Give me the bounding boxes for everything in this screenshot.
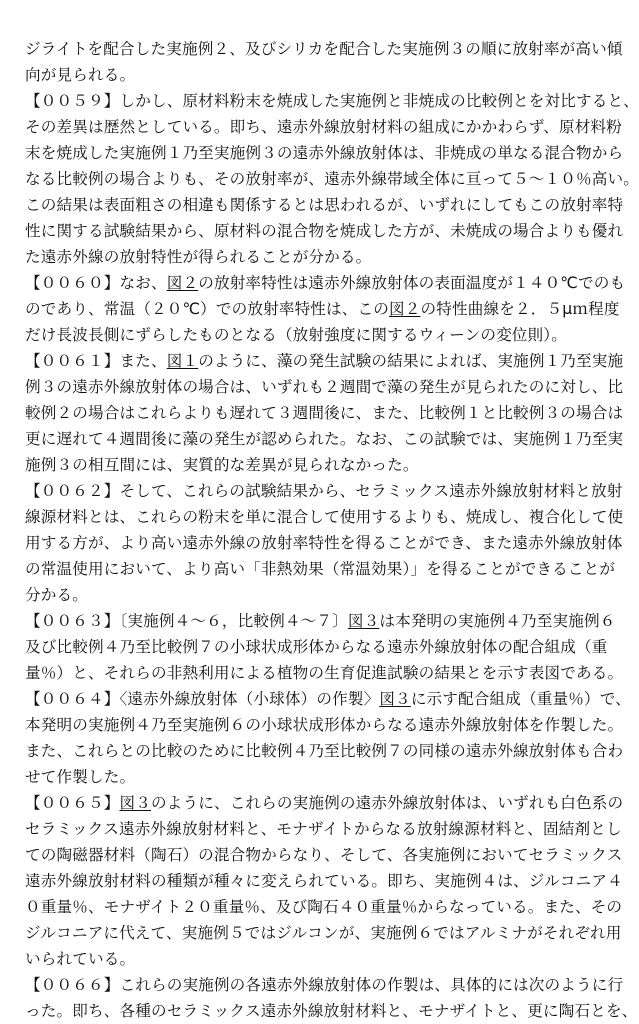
text-line: ０重量％、モナザイト２０重量％、及び陶石４０重量％からなっている。また、その	[25, 898, 623, 916]
text-line: 末を焼成した実施例１乃至実施例３の遠赤外線放射体は、非焼成の単なる混合物から	[25, 144, 624, 162]
text-line: 例３の遠赤外線放射体の場合は、いずれも２週間で藻の発生が見られたのに対し、比	[25, 378, 624, 396]
text-line: 性に関する試験結果から、原材料の混合物を焼成した方が、未焼成の場合よりも優れ	[25, 222, 624, 240]
text-line: 用する方が、より高い遠赤外線の放射率特性を得ることができ、また遠赤外線放射体	[25, 534, 623, 552]
text-line: 遠赤外線放射材料の種類が種々に変えられている。即ち、実施例４は、ジルコニア４	[25, 872, 623, 890]
text-line: ジライトを配合した実施例２、及びシリカを配合した実施例３の順に放射率が高い傾	[25, 40, 623, 58]
text-line: の常温使用において、より高い「非熱効果（常温効果）」を得ることができることが	[25, 560, 616, 578]
text-line: 量％）と、それらの非熱利用による植物の生育促進試験の結果とを示す表図である。	[25, 664, 624, 682]
text-line: セラミックス遠赤外線放射材料と、モナザイトからなる放射線源材料と、固結剤とし	[25, 820, 622, 838]
figure-reference: 図１	[166, 352, 199, 370]
text-line: なる比較例の場合よりも、その放射率が、遠赤外線帯域全体に亘って５～１０％高い。	[25, 170, 639, 188]
figure-reference: 図２	[166, 274, 199, 292]
text-line: 向が見られる。	[25, 66, 136, 84]
paragraph	[25, 270, 626, 348]
text-line: 本発明の実施例４乃至実施例６の小球状成形体からなる遠赤外線放射体を作製した。	[25, 716, 624, 734]
text-line: ジルコニアに代えて、実施例５ではジルコンが、実施例６ではアルミナがそれぞれ用	[25, 924, 622, 942]
text-line: 及び比較例４乃至比較例７の小球状成形体からなる遠赤外線放射体の配合組成（重	[25, 638, 608, 656]
text-line: のであり、常温（２０℃）での放射率特性は、この図２の特性曲線を２．５μｍ程度	[25, 300, 620, 318]
text-line: 線源材料とは、これらの粉末を単に混合して使用するよりも、焼成し、複合化して使	[25, 508, 624, 526]
text-line: 【００６６】これらの実施例の各遠赤外線放射体の作製は、具体的には次のように行	[25, 976, 624, 994]
paragraph	[25, 88, 639, 270]
text-line: この結果は表面粗さの相違も関係するとは思われるが、いずれにしてもこの放射率特	[25, 196, 624, 214]
text-line: だけ長波長側にずらしたものとなる（放射強度に関するウィーンの変位則）。	[25, 326, 567, 344]
text-line: 【００６１】また、図１のように、藻の発生試験の結果によれば、実施例１乃至実施	[25, 352, 624, 370]
text-line: せて作製した。	[25, 768, 136, 786]
text-line: 分かる。	[25, 586, 88, 604]
text-line: いられている。	[25, 950, 136, 968]
text-line: また、これらとの比較のために比較例４乃至比較例７の同様の遠赤外線放射体も合わ	[25, 742, 624, 760]
paragraph	[25, 972, 638, 1024]
paragraph	[25, 608, 624, 686]
paragraph	[25, 348, 624, 478]
text-line: 【００６３】〔実施例４～６，比較例４～７〕図３は本発明の実施例４乃至実施例６	[25, 612, 616, 630]
text-line: 【００６２】そして、これらの試験結果から、セラミックス遠赤外線放射材料と放射	[25, 482, 623, 500]
figure-reference: 図３	[347, 612, 380, 630]
text-line: 【００６５】図３のように、これらの実施例の遠赤外線放射体は、いずれも白色系の	[25, 794, 624, 812]
text-line: った。即ち、各種のセラミックス遠赤外線放射材料と、モナザイトと、更に陶石とを、	[25, 1002, 638, 1020]
paragraph	[25, 790, 624, 972]
text-line: 較例２の場合はこれらよりも遅れて３週間後に、また、比較例１と比較例３の場合は	[25, 404, 624, 422]
paragraph	[25, 36, 623, 88]
text-line: 【００５９】しかし、原材料粉末を焼成した実施例と非焼成の比較例とを対比すると、	[25, 92, 639, 110]
paragraph	[25, 478, 624, 608]
text-line: 【００６０】なお、図２の放射率特性は遠赤外線放射体の表面温度が１４０℃でのも	[25, 274, 626, 292]
figure-reference: 図３	[119, 794, 151, 812]
text-line: た遠赤外線の放射特性が得られることが分かる。	[25, 248, 372, 266]
figure-reference: 図２	[389, 300, 421, 318]
text-line: 施例３の相互間には、実質的な差異が見られなかった。	[25, 456, 419, 474]
paragraph	[25, 686, 631, 790]
text-line: 更に遅れて４週間後に藻の発生が認められた。なお、この試験では、実施例１乃至実	[25, 430, 624, 448]
text-line: ての陶磁器材料（陶石）の混合物からなり、そして、各実施例においてセラミックス	[25, 846, 623, 864]
figure-reference: 図３	[379, 690, 411, 708]
text-line: その差異は歴然としている。即ち、遠赤外線放射材料の組成にかかわらず、原材料粉	[25, 118, 623, 136]
text-line: 【００６４】〈遠赤外線放射体（小球体）の作製〉図３に示す配合組成（重量％）で、	[25, 690, 631, 708]
